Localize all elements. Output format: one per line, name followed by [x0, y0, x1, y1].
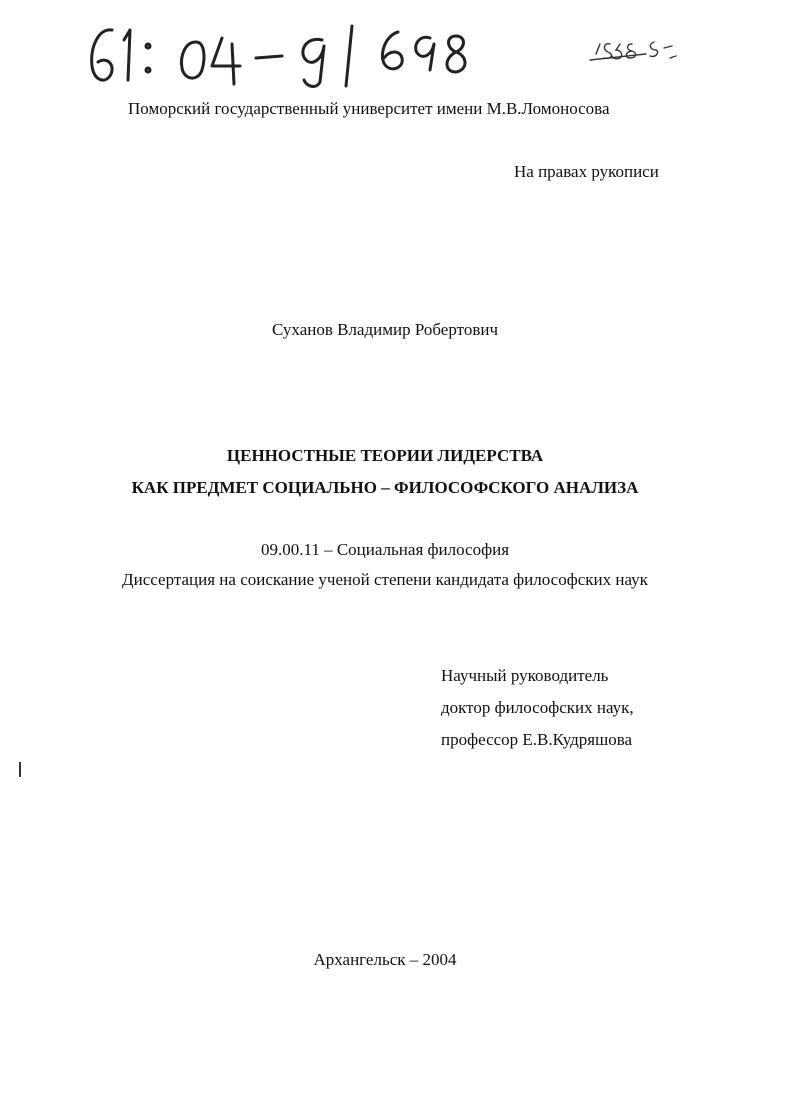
degree-statement: Диссертация на соискание ученой степени кандидата философских наук	[122, 570, 648, 589]
supervisor-degree: доктор философских наук,	[441, 698, 634, 717]
title-line-2: КАК ПРЕДМЕТ СОЦИАЛЬНО – ФИЛОСОФСКОГО АНАЛИЗА	[131, 478, 639, 497]
rights-note: На правах рукописи	[514, 162, 659, 181]
university-name: Поморский государственный университет имени М.В.Ломоносова	[128, 99, 610, 118]
supervisor-name: профессор Е.В.Кудряшова	[441, 730, 633, 749]
title-line-1: ЦЕННОСТНЫЕ ТЕОРИИ ЛИДЕРСТВА	[226, 446, 544, 465]
supervisor-role: Научный руководитель	[441, 666, 609, 685]
stray-margin-mark	[19, 762, 21, 777]
specialty-code: 09.00.11 – Социальная философия	[260, 540, 510, 559]
place-and-year: Архангельск – 2004	[313, 950, 457, 969]
author-name: Суханов Владимир Робертович	[272, 320, 498, 339]
